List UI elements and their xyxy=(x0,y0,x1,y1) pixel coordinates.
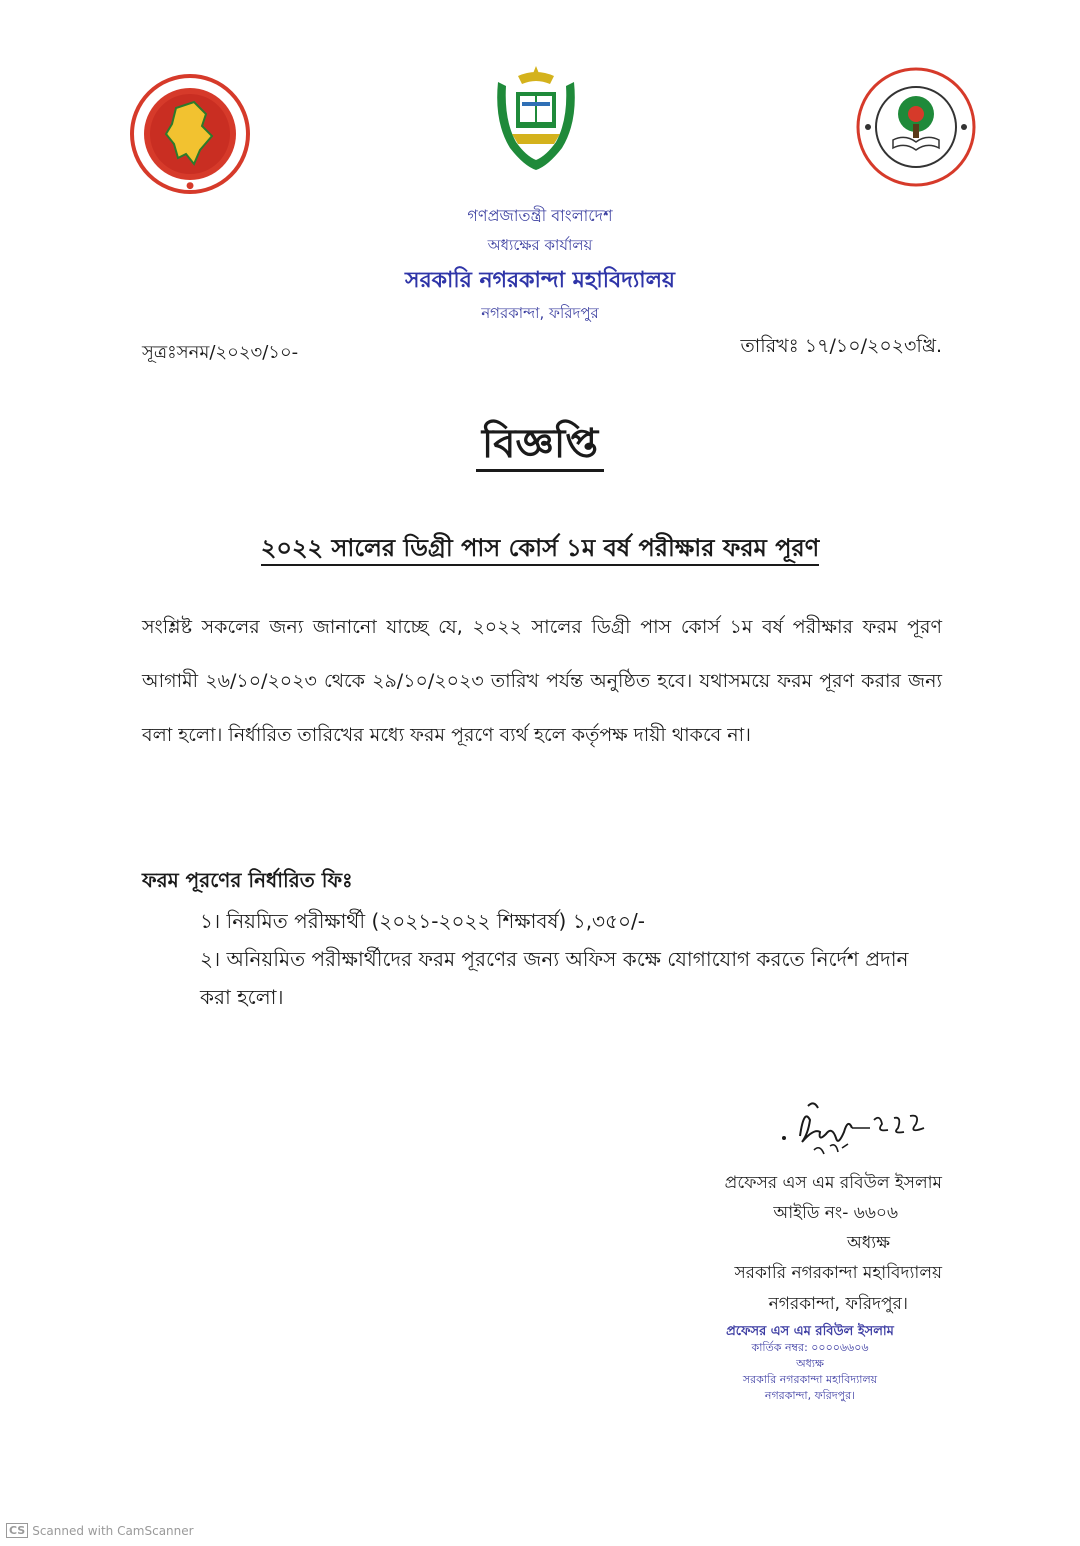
campaign-seal-icon xyxy=(855,66,977,188)
header-institution: সরকারি নগরকান্দা মহাবিদ্যালয় xyxy=(405,268,675,293)
fee-item-regular: ১। নিয়মিত পরীক্ষার্থী (২০২১-২০২২ শিক্ষাবর্ষ) ১,৩৫০/- xyxy=(200,909,645,933)
stamp-institution: সরকারি নগরকান্দা মহাবিদ্যালয় xyxy=(742,1373,878,1386)
stamp-designation: অধ্যক্ষ xyxy=(796,1357,824,1370)
signatory-location: নগরকান্দা, ফরিদপুর। xyxy=(768,1294,908,1314)
stamp-number: কার্তিক নম্বর: ০০০০৬৬০৬ xyxy=(751,1341,869,1354)
camscanner-text: Scanned with CamScanner xyxy=(32,1523,194,1538)
college-logo xyxy=(488,62,584,174)
signatory-name: প্রফেসর এস এম রবিউল ইসলাম xyxy=(724,1173,942,1193)
handwritten-signature xyxy=(778,1098,928,1168)
issue-date: তারিখঃ ১৭/১০/২০২৩খ্রি. xyxy=(740,335,942,357)
government-seal xyxy=(128,72,252,196)
header-office: অধ্যক্ষের কার্যালয় xyxy=(487,236,593,254)
fee-item-irregular: ২। অনিয়মিত পরীক্ষার্থীদের ফরম পূরণের জন্য অফিস কক্ষে যোগাযোগ করতে নির্দেশ প্রদান করা হলো। xyxy=(200,947,909,1009)
notice-subtitle xyxy=(0,530,1080,570)
header-location: নগরকান্দা, ফরিদপুর xyxy=(481,304,599,322)
notice-subtitle-text: ২০২২ সালের ডিগ্রী পাস কোর্স ১ম বর্ষ পরীক্ষার ফরম পূরণ xyxy=(261,534,820,566)
svg-text:●: ● xyxy=(186,181,194,191)
notice-body: সংশ্লিষ্ট সকলের জন্য জানানো যাচ্ছে যে, ২০২২ সালের ডিগ্রী পাস কোর্স ১ম বর্ষ পরীক্ষার ফরম পূরণ আগামী ২৬/১০/২০২৩ থেকে ২৯/১০/২০২৩ তারিখ পর্যন্ত অনুষ্ঠিত হবে। যথাসময়ে ফরম পূরণ করার জন্য বলা হলো। নির্ধারিত তারিখের মধ্যে ফরম পূরণে ব্যর্থ হলে কর্তৃপক্ষ দায়ী থাকবে না। xyxy=(142,616,942,746)
official-stamp xyxy=(700,1324,920,1404)
signatory-institution: সরকারি নগরকান্দা মহাবিদ্যালয় xyxy=(734,1263,942,1283)
header-country: গণপ্রজাতন্ত্রী বাংলাদেশ xyxy=(467,206,613,225)
notice-title-text: বিজ্ঞপ্তি xyxy=(476,421,604,472)
stamp-location: নগরকান্দা, ফরিদপুর। xyxy=(764,1389,856,1402)
signature-icon xyxy=(778,1098,928,1168)
notice-title xyxy=(0,412,1080,479)
government-seal-icon xyxy=(128,72,252,196)
signatory-designation: অধ্যক্ষ xyxy=(847,1233,890,1253)
reference-number: সূত্রঃসনম/২০২৩/১০- xyxy=(142,342,299,363)
stamp-name: প্রফেসর এস এম রবিউল ইসলাম xyxy=(726,1324,894,1339)
scanner-watermark xyxy=(6,1523,194,1538)
college-logo-icon xyxy=(488,62,584,174)
campaign-seal xyxy=(855,66,977,188)
signatory-id: আইডি নং- ৬৬০৬ xyxy=(773,1203,898,1223)
fee-heading: ফরম পূরণের নির্ধারিত ফিঃ xyxy=(142,868,353,892)
camscanner-logo: CS xyxy=(6,1523,28,1538)
